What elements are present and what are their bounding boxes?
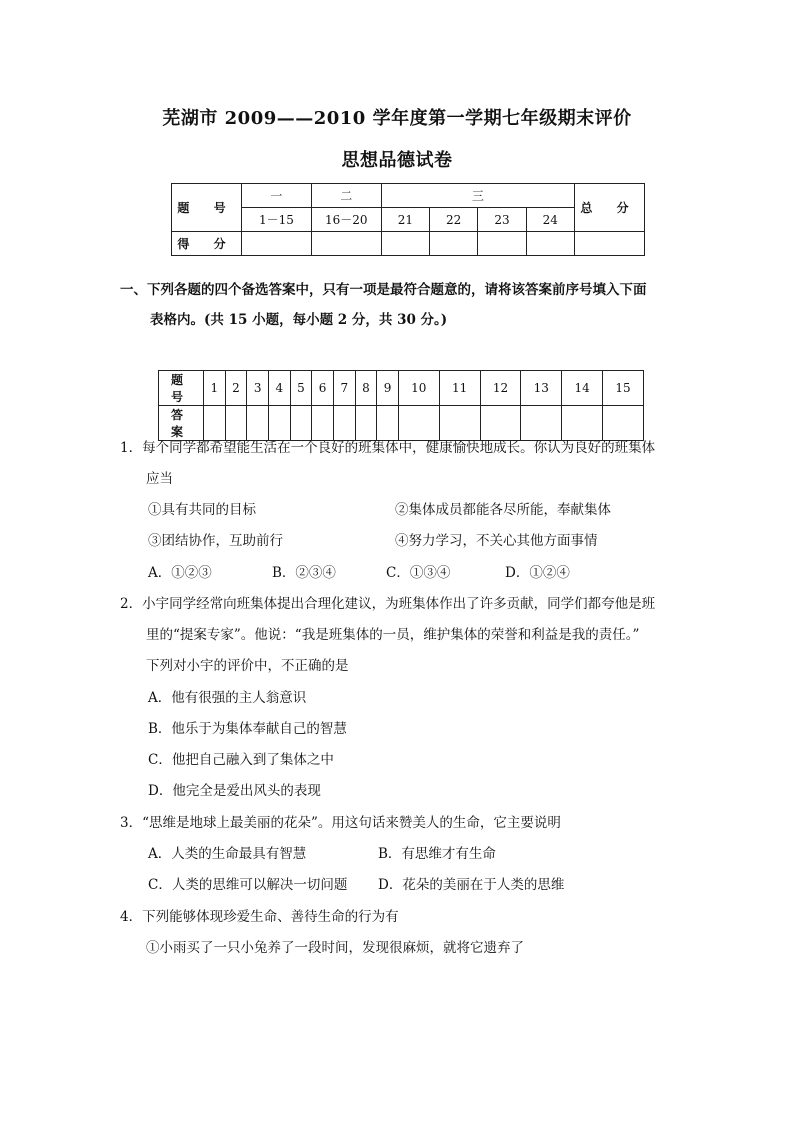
q1-choice-d: D．①②④ (505, 565, 570, 581)
answer-number: 5 (290, 371, 312, 406)
answer-number: 1 (204, 371, 226, 406)
score-subcol: 22 (430, 208, 478, 232)
score-subcol: 23 (478, 208, 526, 232)
score-cell[interactable] (381, 232, 429, 256)
score-group-2: 二 (311, 184, 381, 208)
q2-choice-b: B．他乐于为集体奉献自己的智慧 (148, 721, 347, 737)
q1-stem-line-2: 应当 (146, 471, 173, 487)
q1-statement-4: ④努力学习，不关心其他方面事情 (395, 533, 598, 549)
score-subcol: 24 (526, 208, 574, 232)
q1-choice-a: A．①②③ (148, 565, 212, 581)
answer-number: 13 (521, 371, 562, 406)
q1-stem-line-1: 1．每个同学都希望能生活在一个良好的班集体中，健康愉快地成长。你认为良好的班集体 (120, 440, 656, 456)
answer-number: 10 (398, 371, 439, 406)
answer-number: 6 (312, 371, 334, 406)
answer-number: 4 (268, 371, 290, 406)
score-subcol: 21 (381, 208, 429, 232)
section-1-line-2: 表格内。(共 15 小题，每小题 2 分，共 30 分。) (150, 312, 448, 328)
score-group-3: 三 (381, 184, 574, 208)
q1-statement-1: ①具有共同的目标 (148, 502, 256, 518)
answer-label-question: 题 号 (159, 371, 204, 406)
score-cell[interactable] (574, 232, 644, 256)
q2-choice-c: C．他把自己融入到了集体之中 (148, 752, 334, 768)
q3-choice-d: D．花朵的美丽在于人类的思维 (378, 877, 565, 893)
answer-number: 2 (225, 371, 247, 406)
q1-choice-c: C．①③④ (386, 565, 451, 581)
q3-choice-c: C．人类的思维可以解决一切问题 (148, 877, 348, 893)
q1-choice-b: B．②③④ (272, 565, 336, 581)
score-cell[interactable] (242, 232, 312, 256)
score-subcol: 16－20 (311, 208, 381, 232)
q2-choice-a: A．他有很强的主人翁意识 (148, 690, 307, 706)
answer-table (158, 370, 644, 441)
q1-statement-3: ③团结协作，互助前行 (148, 533, 283, 549)
score-label-question: 题 号 (172, 184, 242, 232)
answer-number: 14 (562, 371, 603, 406)
q3-stem: 3．“思维是地球上最美丽的花朵”。用这句话来赞美人的生命，它主要说明 (120, 815, 561, 831)
q2-stem-line-3: 下列对小宇的评价中，不正确的是 (146, 658, 349, 674)
answer-number: 12 (480, 371, 521, 406)
score-label-score: 得 分 (172, 232, 242, 256)
q1-statement-2: ②集体成员都能各尽所能，奉献集体 (395, 502, 611, 518)
score-subcol: 1－15 (242, 208, 312, 232)
score-group-1: 一 (242, 184, 312, 208)
score-cell[interactable] (311, 232, 381, 256)
answer-label-answer: 答 案 (159, 406, 204, 441)
score-cell[interactable] (526, 232, 574, 256)
exam-title: 芜湖市 2009——2010 学年度第一学期七年级期末评价 (162, 108, 632, 129)
q4-stem: 4．下列能够体现珍爱生命、善待生命的行为有 (120, 909, 399, 925)
score-table (171, 183, 645, 256)
answer-number: 9 (377, 371, 399, 406)
answer-number: 3 (247, 371, 269, 406)
answer-number: 15 (603, 371, 644, 406)
q3-choice-a: A．人类的生命最具有智慧 (148, 846, 307, 862)
score-label-total: 总 分 (574, 184, 644, 232)
answer-number: 11 (439, 371, 480, 406)
answer-number: 8 (355, 371, 377, 406)
q2-stem-line-1: 2．小宇同学经常向班集体提出合理化建议，为班集体作出了许多贡献，同学们都夸他是班 (120, 596, 656, 612)
q3-choice-b: B．有思维才有生命 (378, 846, 496, 862)
q2-stem-line-2: 里的“提案专家”。他说：“我是班集体的一员，维护集体的荣誉和利益是我的责任。” (146, 627, 640, 643)
answer-number: 7 (333, 371, 355, 406)
section-1-line-1: 一、下列各题的四个备选答案中，只有一项是最符合题意的，请将该答案前序号填入下面 (120, 282, 647, 298)
q4-statement-1: ①小雨买了一只小兔养了一段时间，发现很麻烦，就将它遗弃了 (146, 940, 524, 956)
q2-choice-d: D．他完全是爱出风头的表现 (148, 783, 321, 799)
section-1-instruction (120, 275, 700, 335)
score-cell[interactable] (430, 232, 478, 256)
score-cell[interactable] (478, 232, 526, 256)
exam-subtitle: 思想品德试卷 (341, 150, 453, 171)
